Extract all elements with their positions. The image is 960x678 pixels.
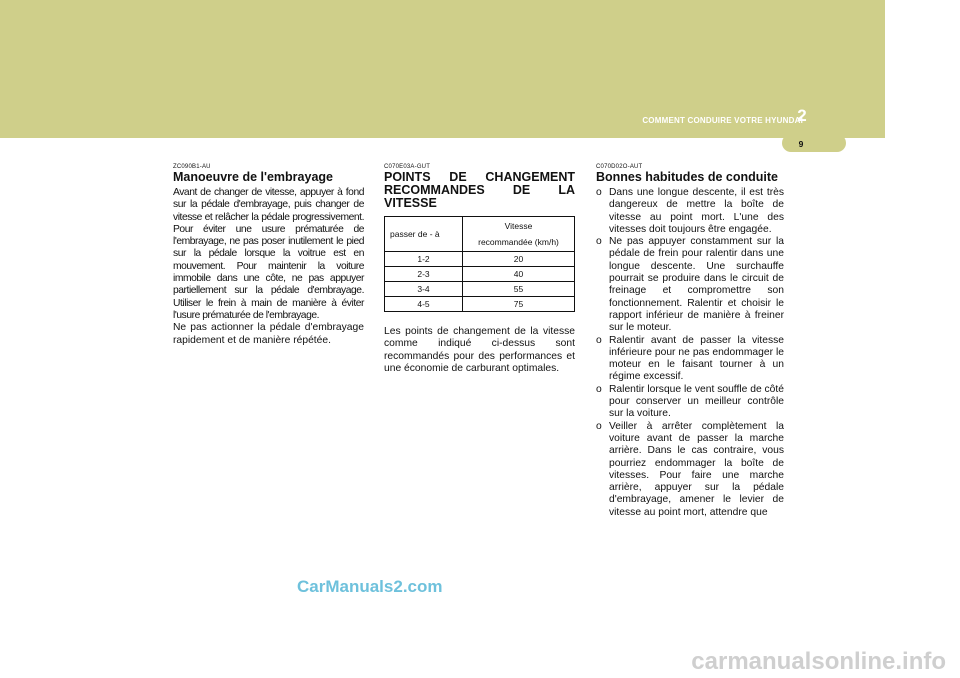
watermark-carmanualsonline[interactable]: carmanualsonline.info: [691, 648, 946, 675]
clutch-section: [173, 164, 364, 347]
section-title-driving-habits: Bonnes habitudes de conduite: [596, 170, 778, 184]
driving-habits-section: [596, 164, 784, 519]
bullet-marker: o: [596, 420, 602, 432]
table-cell-shift: 4-5: [385, 297, 463, 312]
list-item: [596, 335, 784, 384]
bullet-marker: o: [596, 187, 602, 198]
driving-habits-list: [596, 187, 784, 519]
list-item-text: Ralentir avant de passer la vitesse inférieure pour ne pas endommager le moteur en le faisant tourner à un régime excessif.: [609, 334, 784, 383]
section-code: ZC090B1-AU: [173, 164, 211, 170]
table-header-shift: passer de - à: [385, 217, 463, 252]
table-header-speed-line1: Vitesse: [504, 221, 533, 231]
table-row: [385, 297, 575, 312]
shift-points-table: [384, 216, 575, 312]
list-item: [596, 421, 784, 519]
watermark-carmanuals2[interactable]: CarManuals2.com: [297, 577, 443, 596]
list-item-text: Dans une longue descente, il est très dangereux de mettre la boîte de vitesse au point mort. L'une des vitesses doit toujours être engagée.: [609, 187, 784, 235]
page-number: 9: [798, 139, 804, 149]
list-item-text: Veiller à arrêter complètement la voiture avant de passer la marche arrière. Dans le cas contraire, vous pourriez endommager la boîte de vitesses. Pour faire une marche arrière, appuyer sur la pédale d'embrayage, amener le levier de vitesse au point mort, attendre que: [609, 420, 784, 518]
bullet-marker: o: [596, 383, 602, 395]
clutch-body-warning: Ne pas actionner la pédale d'embrayage rapidement et de manière répétée.: [173, 322, 364, 346]
table-header-speed: [463, 217, 575, 252]
table-row: [385, 282, 575, 297]
table-header-row: [385, 217, 575, 252]
list-item-text: Ralentir lorsque le vent souffle de côté pour conserver un meilleur contrôle sur la voiture.: [609, 383, 784, 420]
table-cell-speed: 75: [463, 297, 575, 312]
bullet-marker: o: [596, 334, 602, 346]
chapter-number: 2: [797, 106, 807, 125]
bullet-marker: o: [596, 236, 602, 248]
table-cell-speed: 40: [463, 267, 575, 282]
list-item-text: Ne pas appuyer constamment sur la pédale de frein pour ralentir dans une longue descente. Une surchauffe pourrait se produire dans le circuit de freinage et compromettre son fonctionnement. Ralentir et choisir le rapport inférieur de manière à freiner sur le moteur.: [609, 236, 784, 334]
shift-points-body: Les points de changement de la vitesse comme indiqué ci-dessus sont recommandés pour des performances et une économie de carburant optimales.: [384, 326, 575, 374]
list-item: [596, 236, 784, 334]
table-cell-shift: 1-2: [385, 252, 463, 267]
table-header-speed-line2: recommandée (km/h): [478, 237, 559, 247]
table-cell-shift: 2-3: [385, 267, 463, 282]
clutch-body: Avant de changer de vitesse, appuyer à fond sur la pédale d'embrayage, puis changer de vitesse et relâcher la pédale progressivement. Pour éviter une usure prématurée de l'embrayage, ne pas poser inutilement le pied sur la pédale lorsque la voitrue est en mouvement. Pour maintenir la voiture immobile dans une côte, ne pas appuyer partiellement sur la pédale d'embrayage. Utiliser le frein à main de manière à éviter l'usure prématurée de l'embrayage.: [173, 187, 364, 321]
table-cell-speed: 55: [463, 282, 575, 297]
section-code: C070D02O-AUT: [596, 164, 643, 170]
table-row: [385, 267, 575, 282]
section-title-clutch: Manoeuvre de l'embrayage: [173, 170, 333, 184]
section-title-shift-points: POINTS DE CHANGEMENT RECOMMANDES DE LA VITESSE: [384, 170, 575, 210]
table-row: [385, 252, 575, 267]
list-item: [596, 384, 784, 421]
section-code: C070E03A-GUT: [384, 164, 431, 170]
shift-points-section: [384, 164, 575, 375]
list-item: [596, 187, 784, 236]
table-cell-shift: 3-4: [385, 282, 463, 297]
table-cell-speed: 20: [463, 252, 575, 267]
section-title: COMMENT CONDUIRE VOTRE HYUNDAI: [642, 116, 803, 125]
